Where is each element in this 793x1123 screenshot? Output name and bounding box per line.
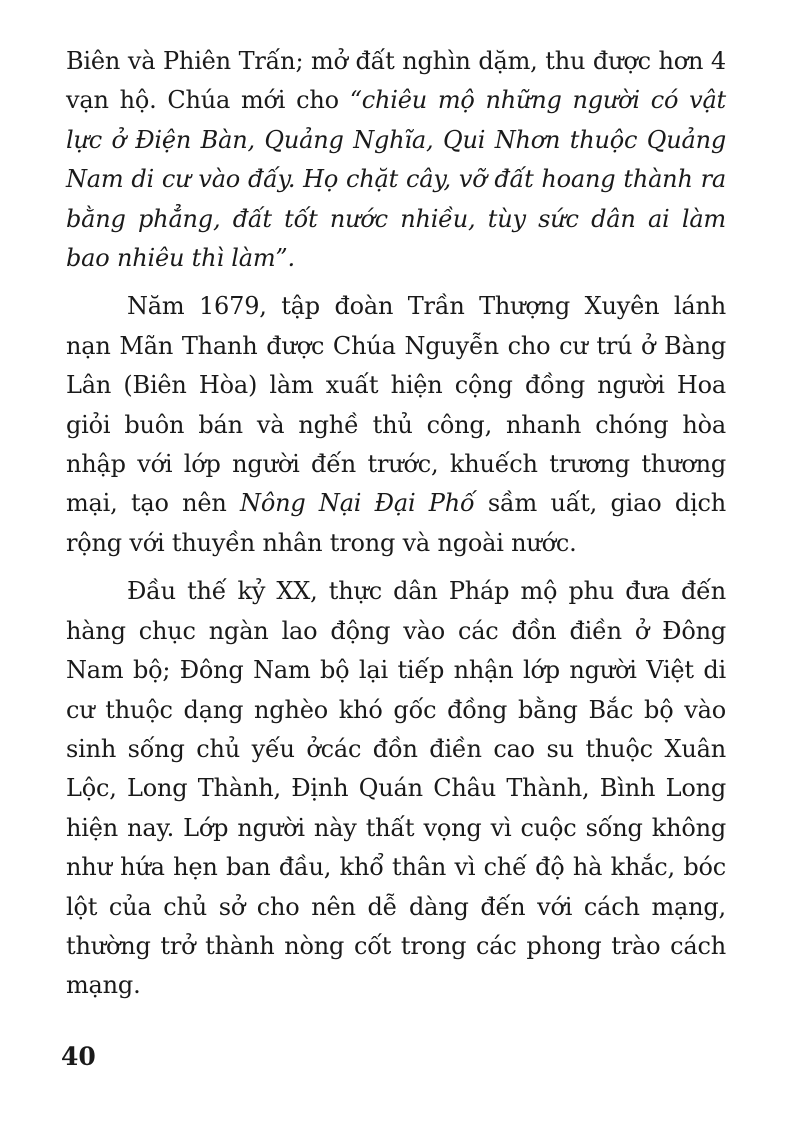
- paragraph-2-tail: sầm uất, giao dịch rộng với thuyền nhân trong và ngoài nước.: [66, 489, 726, 557]
- page-number: 40: [61, 1042, 96, 1071]
- place-name-nong-nai-dai-pho: Nông Nại Đại Phố: [240, 489, 475, 518]
- paragraph-2-lead: Năm 1679, tập đoàn Trần Thượng Xuyên lánh nạn Mãn Thanh được Chúa Nguyễn cho cư trú ở Bàng Lân (Biên Hòa) làm xuất hiện cộng đồng người Hoa giỏi buôn bán và nghề thủ công, nhanh chóng hòa nhập với lớp người đến trước, khuếch trương thương mại, tạo nên: [66, 292, 726, 518]
- paragraph-3-text: Đầu thế kỷ XX, thực dân Pháp mộ phu đưa đến hàng chục ngàn lao động vào các đồn điền ở Đông Nam bộ; Đông Nam bộ lại tiếp nhận lớp người Việt di cư thuộc dạng nghèo khó gốc đồng bằng Bắc bộ vào sinh sống chủ yếu ởcác đồn điền cao su thuộc Xuân Lộc, Long Thành, Định Quán Châu Thành, Bình Long hiện nay. Lớp người này thất vọng vì cuộc sống không như hứa hẹn ban đầu, khổ thân vì chế độ hà khắc, bóc lột của chủ sở cho nên dễ dàng đến với cách mạng, thường trở thành nòng cốt trong các phong trào cách mạng.: [66, 577, 726, 1000]
- paragraph-continuation: [66, 42, 726, 278]
- paragraph-1-lead: Biên và Phiên Trấn; mở đất nghìn dặm, thu được hơn 4 vạn hộ. Chúa mới cho: [66, 47, 726, 115]
- historical-quote: “chiêu mộ những người có vật lực ở Điện Bàn, Quảng Nghĩa, Qui Nhơn thuộc Quảng Nam di cư vào đấy. Họ chặt cây, vỡ đất hoang thành ra bằng phẳng, đất tốt nước nhiều, tùy sức dân ai làm bao nhiêu thì làm”.: [66, 86, 726, 273]
- paragraph-20th-century: [66, 572, 726, 1005]
- paragraph-1679: [66, 287, 726, 563]
- page-body: [66, 42, 726, 1006]
